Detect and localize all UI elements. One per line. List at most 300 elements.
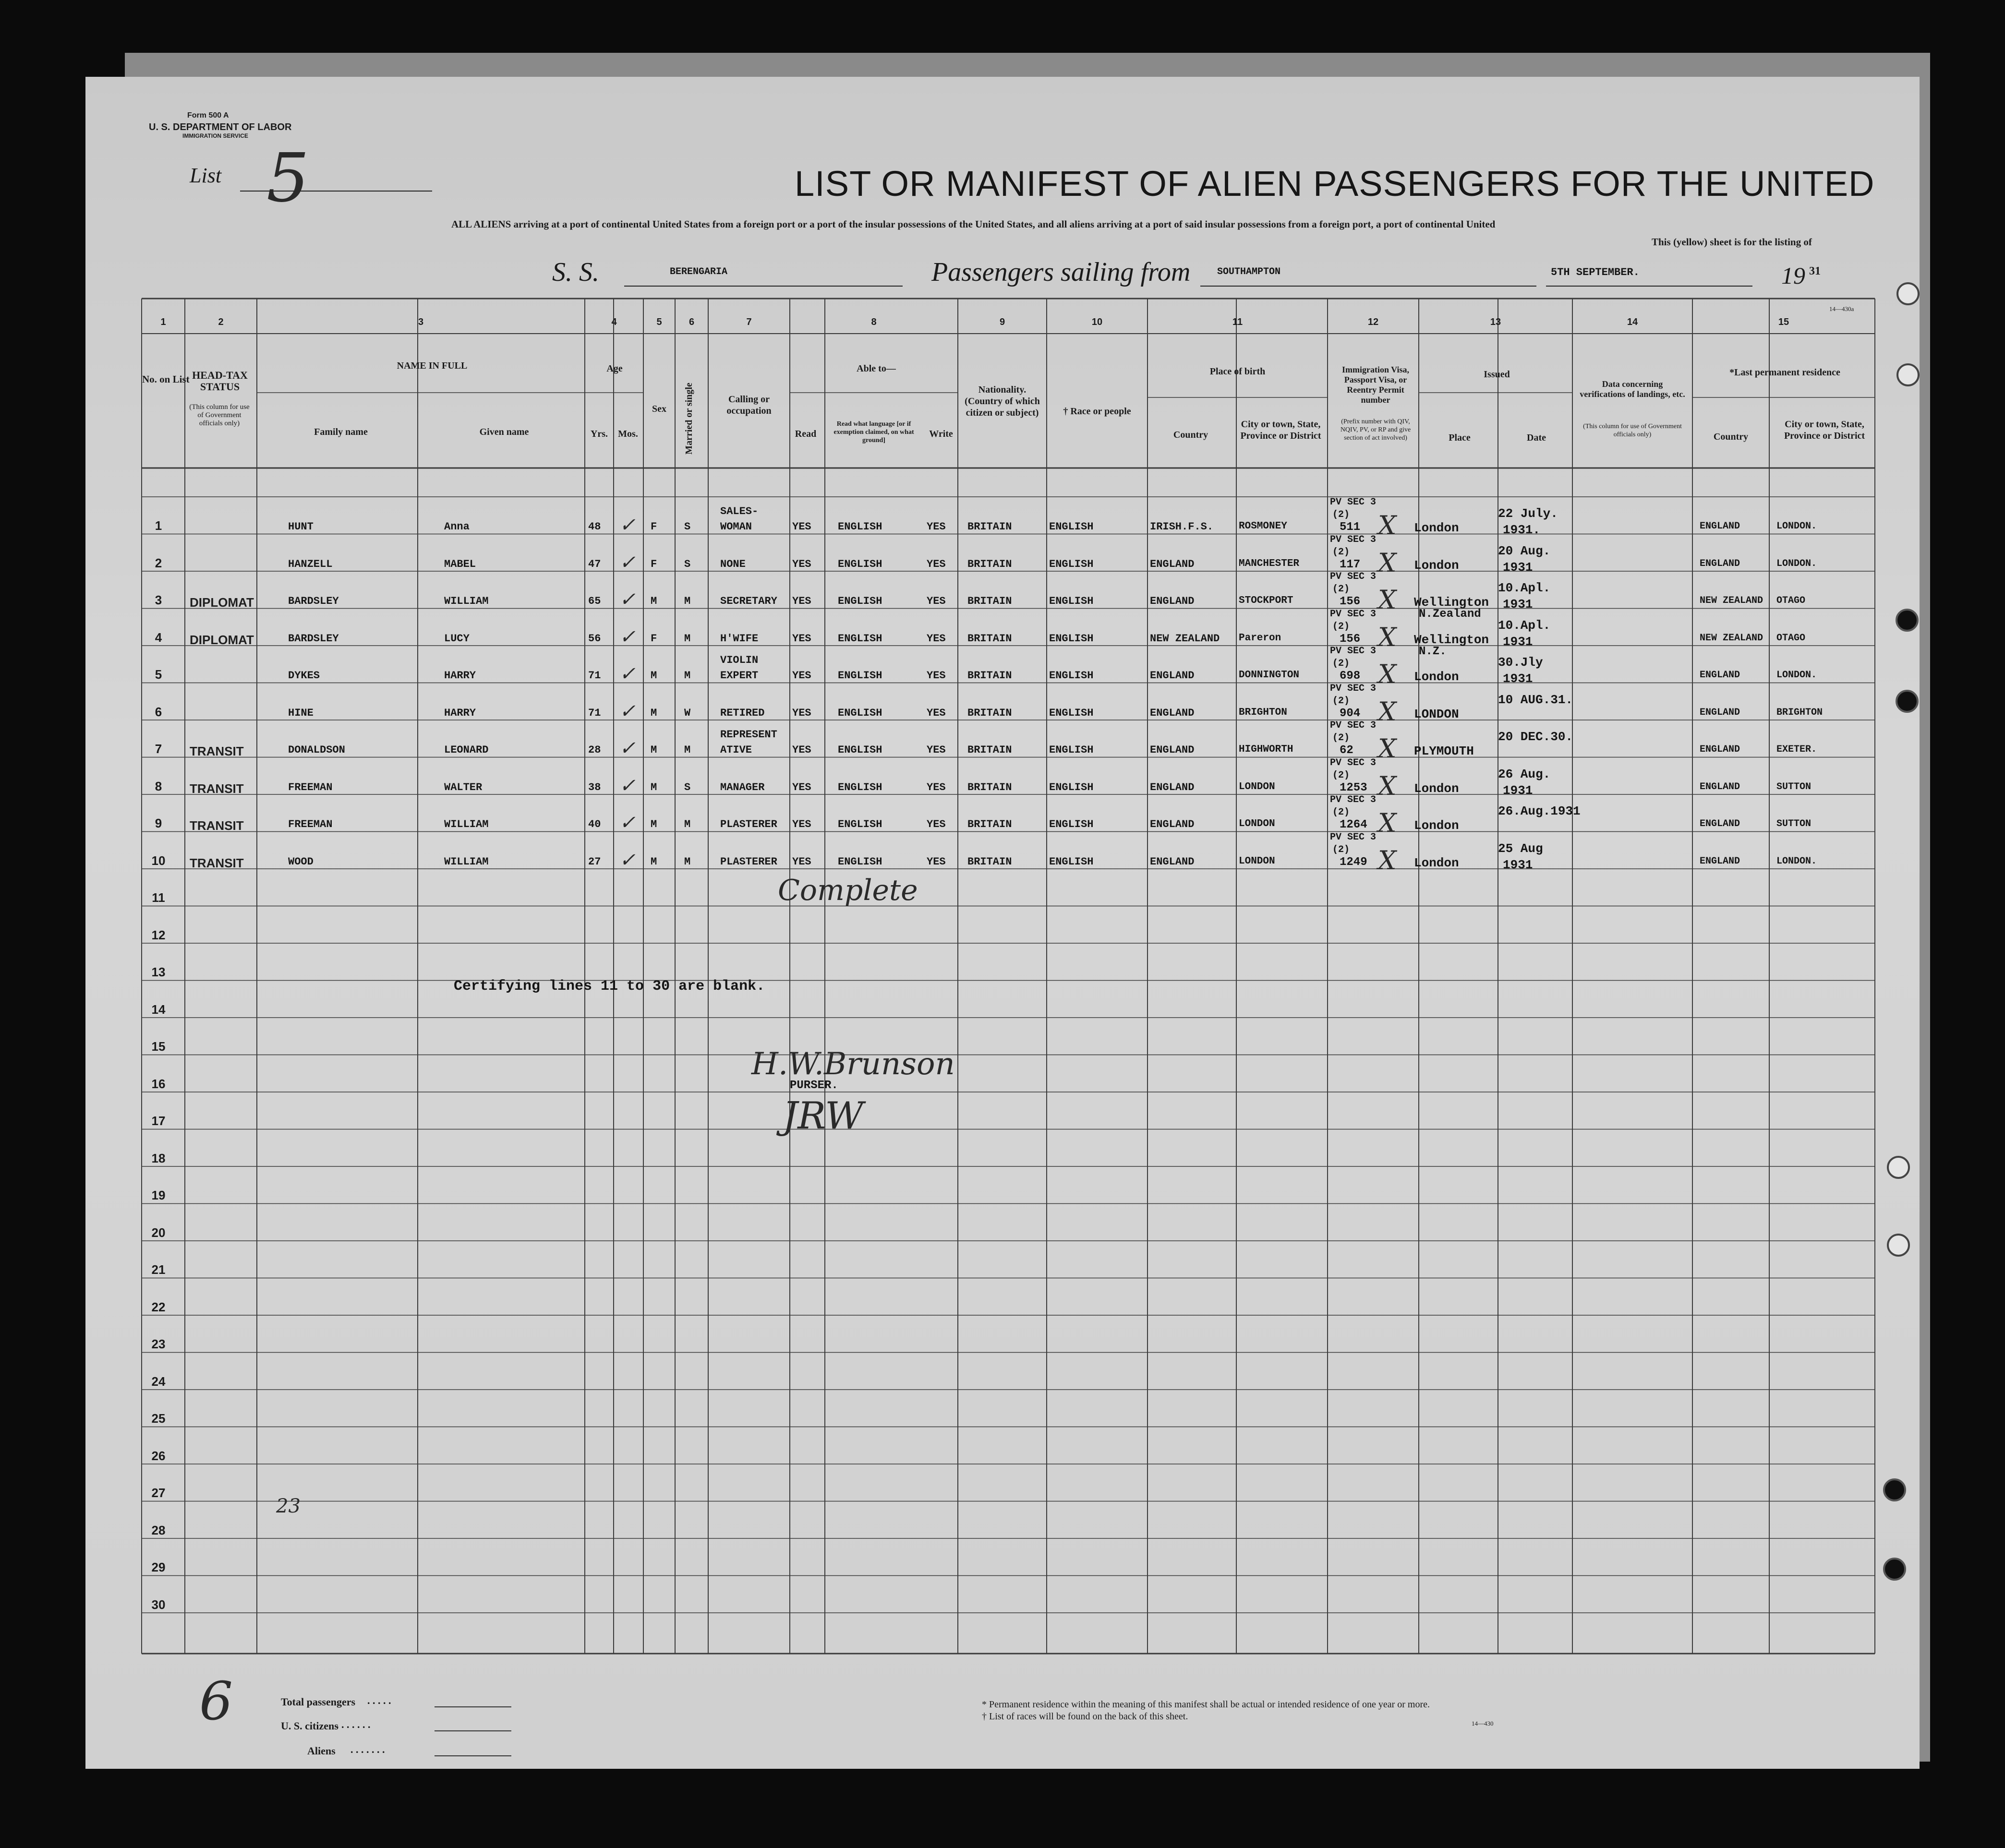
row-number: 7: [155, 742, 162, 756]
age-years: 48: [588, 521, 601, 533]
residence-city: OTAGO: [1776, 632, 1806, 644]
occupation-line-2: PLASTERER: [720, 818, 777, 830]
header-residence-city: City or town, State, Province or District: [1784, 419, 1865, 441]
read-language: ENGLISH: [838, 781, 882, 793]
issued-date: 26.Aug.1931: [1498, 804, 1581, 818]
column-number: 15: [1778, 317, 1789, 327]
can-read: YES: [792, 818, 811, 830]
visa-number: 1249: [1340, 855, 1367, 869]
visa-number: 62: [1340, 744, 1353, 757]
visa-number: 156: [1340, 632, 1361, 646]
marital-status: M: [684, 818, 691, 830]
nationality: BRITAIN: [967, 595, 1012, 607]
row-number: 17: [151, 1114, 166, 1128]
visa-number: 117: [1340, 558, 1361, 571]
binder-hole: [1896, 609, 1919, 632]
manifest-title: LIST OR MANIFEST OF ALIEN PASSENGERS FOR THE UNITED: [795, 164, 1875, 204]
residence-country: ENGLAND: [1700, 781, 1740, 792]
issued-date: 20 DEC.30.: [1498, 730, 1573, 744]
row-number: 12: [151, 927, 166, 942]
footer-citizens-label: U. S. citizens: [281, 1720, 338, 1732]
head-tax-status: TRANSIT: [190, 781, 244, 796]
can-read: YES: [792, 521, 811, 533]
visa-section: PV SEC 3: [1330, 757, 1377, 768]
header-age: Age: [606, 363, 623, 374]
check-mark-icon: ✓: [619, 737, 636, 759]
initials: JRW: [783, 1094, 864, 1138]
column-number: 11: [1232, 317, 1243, 327]
row-number: 21: [151, 1262, 166, 1277]
row-number: 1: [155, 518, 162, 533]
birth-country: ENGLAND: [1150, 744, 1195, 756]
header-visa: Immigration Visa, Passport Visa, or Reentry Permit number: [1341, 365, 1409, 405]
form-number: Form 500 A: [187, 111, 229, 120]
column-number: 13: [1490, 317, 1501, 327]
header-given-name: Given name: [479, 427, 529, 437]
can-read: YES: [792, 744, 811, 756]
given-name: HARRY: [444, 707, 476, 719]
issued-place: London: [1414, 670, 1459, 684]
birth-country: IRISH.F.S.: [1150, 521, 1214, 533]
occupation-line-2: MANAGER: [720, 781, 765, 793]
footer-citizens-dots: . . . . . . .: [336, 1718, 371, 1730]
residence-country: ENGLAND: [1700, 855, 1740, 867]
age-years: 71: [588, 670, 601, 682]
read-language: ENGLISH: [838, 558, 882, 570]
visa-section: PV SEC 3: [1330, 571, 1377, 582]
residence-country: ENGLAND: [1700, 744, 1740, 755]
race: ENGLISH: [1049, 670, 1094, 682]
row-number: 14: [151, 1002, 166, 1017]
marital-status: S: [684, 521, 691, 533]
race: ENGLISH: [1049, 744, 1094, 756]
can-write: YES: [927, 855, 946, 868]
header-age-yrs: Yrs.: [590, 429, 608, 439]
row-number: 22: [151, 1299, 166, 1314]
footer-note-residence: * Permanent residence within the meaning of this manifest shall be actual or intended residence of one year or more.: [982, 1699, 1430, 1710]
occupation-line-2: RETIRED: [720, 707, 765, 719]
residence-country: ENGLAND: [1700, 558, 1740, 569]
row-number: 28: [151, 1523, 166, 1537]
ship-name: BERENGARIA: [670, 266, 728, 277]
age-years: 71: [588, 707, 601, 719]
issued-year: 1931: [1503, 597, 1533, 612]
read-language: ENGLISH: [838, 595, 882, 607]
header-able-to: Able to—: [857, 363, 896, 374]
residence-city: LONDON.: [1776, 558, 1817, 569]
cross-mark-icon: X: [1378, 733, 1397, 764]
department-label: U. S. DEPARTMENT OF LABOR: [149, 122, 292, 132]
occupation-line-2: SECRETARY: [720, 595, 777, 607]
family-name: FREEMAN: [288, 781, 333, 793]
row-number: 30: [151, 1597, 166, 1612]
check-mark-icon: ✓: [619, 774, 636, 797]
footer-citizens-line: [435, 1730, 511, 1731]
family-name: HANZELL: [288, 558, 333, 570]
visa-subsection: (2): [1332, 769, 1350, 781]
visa-section: PV SEC 3: [1330, 794, 1377, 805]
visa-number: 511: [1340, 521, 1361, 534]
residence-city: BRIGHTON: [1776, 707, 1823, 718]
check-mark-icon: ✓: [619, 663, 636, 685]
cross-mark-icon: X: [1378, 845, 1397, 876]
visa-section: PV SEC 3: [1330, 497, 1377, 508]
row-number: 27: [151, 1486, 166, 1500]
row-number: 8: [155, 779, 162, 793]
issued-date: 10.Apl.: [1498, 581, 1551, 595]
cross-mark-icon: X: [1378, 547, 1397, 578]
header-read: Read: [795, 429, 817, 439]
header-issued-place: Place: [1449, 432, 1471, 443]
binder-hole: [1896, 690, 1919, 713]
row-number: 19: [151, 1188, 166, 1202]
row-number: 24: [151, 1374, 166, 1389]
sex: M: [651, 595, 657, 607]
visa-subsection: (2): [1332, 621, 1350, 632]
sex: M: [651, 855, 657, 868]
check-mark-icon: ✓: [619, 625, 636, 648]
head-tax-status: TRANSIT: [190, 855, 244, 870]
header-family-name: Family name: [314, 427, 368, 437]
margin-number: 23: [276, 1495, 301, 1517]
header-last-residence: *Last permanent residence: [1729, 367, 1840, 378]
ss-label: S. S.: [552, 257, 599, 287]
visa-number: 1264: [1340, 818, 1367, 831]
row-number: 13: [151, 965, 166, 979]
visa-section: PV SEC 3: [1330, 831, 1377, 843]
head-tax-status: DIPLOMAT: [190, 595, 254, 610]
read-language: ENGLISH: [838, 521, 882, 533]
occupation-line-1: REPRESENT: [720, 729, 777, 741]
footer-code: 14—430: [1472, 1720, 1494, 1727]
nationality: BRITAIN: [967, 818, 1012, 830]
race: ENGLISH: [1049, 521, 1094, 533]
birth-country: ENGLAND: [1150, 707, 1195, 719]
read-language: ENGLISH: [838, 670, 882, 682]
residence-country: ENGLAND: [1700, 670, 1740, 681]
marital-status: S: [684, 781, 691, 793]
family-name: DYKES: [288, 670, 320, 682]
row-number: 29: [151, 1560, 166, 1574]
can-write: YES: [927, 781, 946, 793]
marital-status: M: [684, 670, 691, 682]
issued-year: 1931: [1503, 672, 1533, 686]
issued-place: LONDON: [1414, 707, 1459, 721]
issued-place: Wellington: [1414, 595, 1489, 610]
residence-city: EXETER.: [1776, 744, 1817, 755]
age-years: 28: [588, 744, 601, 756]
occupation-line-2: EXPERT: [720, 670, 759, 682]
issued-date: 20 Aug.: [1498, 543, 1551, 558]
certification-text: Certifying lines 11 to 30 are blank.: [454, 978, 765, 995]
row-number: 4: [155, 630, 162, 645]
header-head-tax: HEAD-TAX STATUS: [192, 369, 248, 393]
sex: M: [651, 670, 657, 682]
residence-country: ENGLAND: [1700, 521, 1740, 532]
corner-code: 14—430a: [1829, 305, 1854, 312]
birth-country: NEW ZEALAND: [1150, 632, 1220, 645]
header-head-tax-note: (This column for use of Government officials only): [189, 403, 250, 427]
head-tax-status: TRANSIT: [190, 744, 244, 758]
row-number: 3: [155, 593, 162, 607]
row-number: 10: [151, 853, 166, 868]
issued-date: 10.Apl.: [1498, 618, 1551, 633]
visa-section: PV SEC 3: [1330, 646, 1377, 657]
sex: F: [651, 558, 657, 570]
binder-hole: [1887, 1156, 1910, 1179]
issued-place: London: [1414, 818, 1459, 833]
row-number: 16: [151, 1076, 166, 1091]
column-number: 12: [1367, 317, 1379, 327]
column-number: 5: [656, 317, 662, 327]
residence-country: NEW ZEALAND: [1700, 632, 1763, 644]
read-language: ENGLISH: [838, 632, 882, 645]
footer-aliens-line: [435, 1755, 511, 1756]
occupation-line-2: WOMAN: [720, 521, 752, 533]
nationality: BRITAIN: [967, 558, 1012, 570]
visa-subsection: (2): [1332, 546, 1350, 558]
birth-city: LONDON: [1239, 818, 1275, 829]
can-read: YES: [792, 670, 811, 682]
check-mark-icon: ✓: [619, 849, 636, 871]
header-name-in-full: NAME IN FULL: [397, 360, 468, 371]
can-read: YES: [792, 558, 811, 570]
issued-year: 1931.: [1503, 523, 1541, 537]
row-number: 15: [151, 1039, 166, 1054]
can-write: YES: [927, 670, 946, 682]
footer-total-line: [435, 1706, 511, 1707]
column-number: 9: [999, 317, 1005, 327]
given-name: WILLIAM: [444, 818, 489, 830]
birth-city: STOCKPORT: [1239, 595, 1293, 606]
birth-city: BRIGHTON: [1239, 707, 1287, 718]
issued-year: 1931: [1503, 857, 1533, 872]
read-language: ENGLISH: [838, 855, 882, 868]
race: ENGLISH: [1049, 855, 1094, 868]
header-nationality: Nationality. (Country of which citizen or subject): [965, 384, 1040, 418]
binder-hole: [1883, 1558, 1906, 1581]
column-number: 6: [688, 317, 695, 327]
issued-year: 1931: [1503, 783, 1533, 798]
issued-year: 1931: [1503, 634, 1533, 649]
visa-subsection: (2): [1332, 844, 1350, 855]
given-name: WILLIAM: [444, 595, 489, 607]
row-number: 6: [155, 704, 162, 719]
row-number: 26: [151, 1448, 166, 1463]
header-birth-city: City or town, State, Province or District: [1240, 419, 1321, 441]
footer-aliens-dots: . . . . . . .: [350, 1743, 385, 1755]
birth-country: ENGLAND: [1150, 558, 1195, 570]
family-name: WOOD: [288, 855, 314, 868]
marital-status: M: [684, 855, 691, 868]
row-number: 20: [151, 1225, 166, 1240]
check-mark-icon: ✓: [619, 514, 636, 536]
cross-mark-icon: X: [1378, 510, 1397, 540]
cross-mark-icon: X: [1378, 585, 1397, 615]
row-number: 5: [155, 667, 162, 682]
cross-mark-icon: X: [1378, 659, 1397, 689]
can-write: YES: [927, 818, 946, 830]
residence-city: LONDON.: [1776, 855, 1817, 867]
check-mark-icon: ✓: [619, 551, 636, 574]
birth-city: LONDON: [1239, 855, 1275, 867]
header-issued: Issued: [1484, 369, 1510, 380]
tally-mark: 6: [199, 1670, 233, 1732]
can-read: YES: [792, 707, 811, 719]
residence-city: SUTTON: [1776, 818, 1812, 829]
issued-place: London: [1414, 781, 1459, 796]
issued-date: 25 Aug: [1498, 841, 1543, 856]
year-prefix: 19: [1781, 262, 1805, 289]
sailing-port: SOUTHAMPTON: [1217, 266, 1281, 277]
issued-place: London: [1414, 558, 1459, 573]
service-label: IMMIGRATION SERVICE: [182, 132, 248, 139]
visa-section: PV SEC 3: [1330, 683, 1377, 694]
visa-subsection: (2): [1332, 509, 1350, 520]
occupation-line-2: PLASTERER: [720, 855, 777, 868]
age-years: 65: [588, 595, 601, 607]
header-place-of-birth: Place of birth: [1209, 366, 1266, 377]
sailing-label: Passengers sailing from: [931, 257, 1191, 287]
issued-date: 10 AUG.31.: [1498, 692, 1573, 707]
age-years: 27: [588, 855, 601, 868]
issued-date: 22 July.: [1498, 506, 1558, 521]
occupation-line-1: VIOLIN: [720, 654, 759, 666]
given-name: HARRY: [444, 670, 476, 682]
header-verifications-note: (This column for use of Government officials only): [1583, 423, 1682, 438]
age-years: 40: [588, 818, 601, 830]
footer-total-dots: . . . . .: [367, 1694, 391, 1706]
can-read: YES: [792, 855, 811, 868]
age-years: 38: [588, 781, 601, 793]
residence-city: OTAGO: [1776, 595, 1806, 606]
visa-subsection: (2): [1332, 658, 1350, 669]
issued-place: London: [1414, 855, 1459, 870]
visa-subsection: (2): [1332, 695, 1350, 707]
can-write: YES: [927, 632, 946, 645]
head-tax-status: TRANSIT: [190, 818, 244, 833]
list-number: 5: [266, 139, 310, 217]
manifest-subtitle-2: This (yellow) sheet is for the listing of: [1652, 236, 1812, 248]
birth-city: MANCHESTER: [1239, 558, 1300, 569]
given-name: WILLIAM: [444, 855, 489, 868]
residence-country: ENGLAND: [1700, 707, 1740, 718]
check-mark-icon: ✓: [619, 588, 636, 611]
residence-city: LONDON.: [1776, 670, 1817, 681]
can-write: YES: [927, 521, 946, 533]
row-number: 23: [151, 1337, 166, 1351]
header-age-mos: Mos.: [618, 429, 638, 439]
row-number: 25: [151, 1411, 166, 1426]
header-residence-country: Country: [1713, 432, 1749, 442]
family-name: BARDSLEY: [288, 595, 339, 607]
birth-city: Pareron: [1239, 632, 1281, 644]
issued-place: London: [1414, 521, 1459, 535]
visa-subsection: (2): [1332, 584, 1350, 595]
nationality: BRITAIN: [967, 670, 1012, 682]
header-read-language: Read what language [or if exemption claimed, on what ground]: [833, 420, 914, 444]
can-write: YES: [927, 707, 946, 719]
visa-section: PV SEC 3: [1330, 608, 1377, 620]
header-sex: Sex: [652, 404, 666, 414]
issued-date: 26 Aug.: [1498, 767, 1551, 781]
nationality: BRITAIN: [967, 855, 1012, 868]
cross-mark-icon: X: [1378, 808, 1397, 838]
binder-hole: [1896, 363, 1920, 386]
birth-country: ENGLAND: [1150, 818, 1195, 830]
column-number: 8: [871, 317, 877, 327]
sex: F: [651, 632, 657, 645]
occupation-line-1: SALES-: [720, 505, 759, 517]
header-write: Write: [929, 429, 953, 439]
header-race: † Race or people: [1063, 406, 1131, 417]
residence-country: NEW ZEALAND: [1700, 595, 1763, 606]
read-language: ENGLISH: [838, 818, 882, 830]
footer-aliens-label: Aliens: [307, 1745, 336, 1757]
birth-city: DONNINGTON: [1239, 670, 1300, 681]
column-number: 14: [1627, 317, 1638, 327]
marital-status: M: [684, 632, 691, 645]
marital-status: S: [684, 558, 691, 570]
residence-city: SUTTON: [1776, 781, 1812, 792]
column-number: 4: [611, 317, 617, 327]
given-name: WALTER: [444, 781, 483, 793]
read-language: ENGLISH: [838, 707, 882, 719]
check-mark-icon: ✓: [619, 812, 636, 834]
birth-city: LONDON: [1239, 781, 1275, 792]
row-number: 2: [155, 555, 162, 570]
issued-place-line-2: N.Zealand: [1419, 608, 1481, 621]
given-name: LUCY: [444, 632, 470, 645]
age-years: 47: [588, 558, 601, 570]
header-issued-date: Date: [1527, 432, 1546, 443]
column-number: 7: [746, 317, 752, 327]
can-write: YES: [927, 744, 946, 756]
birth-country: ENGLAND: [1150, 855, 1195, 868]
family-name: FREEMAN: [288, 818, 333, 830]
list-label: List: [190, 164, 222, 187]
can-write: YES: [927, 558, 946, 570]
residence-country: ENGLAND: [1700, 818, 1740, 829]
row-number: 9: [155, 816, 162, 830]
nationality: BRITAIN: [967, 781, 1012, 793]
year-suffix: 31: [1809, 265, 1821, 277]
row-number: 11: [152, 890, 165, 905]
header-visa-note: (Prefix number with QIV, NQIV, PV, or RP and give section of act involved): [1340, 418, 1411, 442]
binder-hole: [1887, 1234, 1910, 1257]
age-years: 56: [588, 632, 601, 645]
sex: F: [651, 521, 657, 533]
sex: M: [651, 707, 657, 719]
family-name: DONALDSON: [288, 744, 345, 756]
cross-mark-icon: X: [1378, 622, 1397, 652]
head-tax-status: DIPLOMAT: [190, 632, 254, 647]
marital-status: M: [684, 744, 691, 756]
visa-section: PV SEC 3: [1330, 720, 1377, 731]
can-read: YES: [792, 595, 811, 607]
residence-city: LONDON.: [1776, 521, 1817, 532]
visa-number: 698: [1340, 670, 1361, 683]
issued-place: Wellington: [1414, 632, 1489, 647]
race: ENGLISH: [1049, 632, 1094, 645]
column-number: 1: [160, 317, 166, 327]
binder-hole: [1896, 282, 1920, 305]
issued-year: 1931: [1503, 560, 1533, 575]
cross-mark-icon: X: [1378, 770, 1397, 801]
marital-status: W: [684, 707, 691, 719]
header-verifications: Data concerning verifications of landings, etc.: [1580, 379, 1685, 399]
nationality: BRITAIN: [967, 632, 1012, 645]
